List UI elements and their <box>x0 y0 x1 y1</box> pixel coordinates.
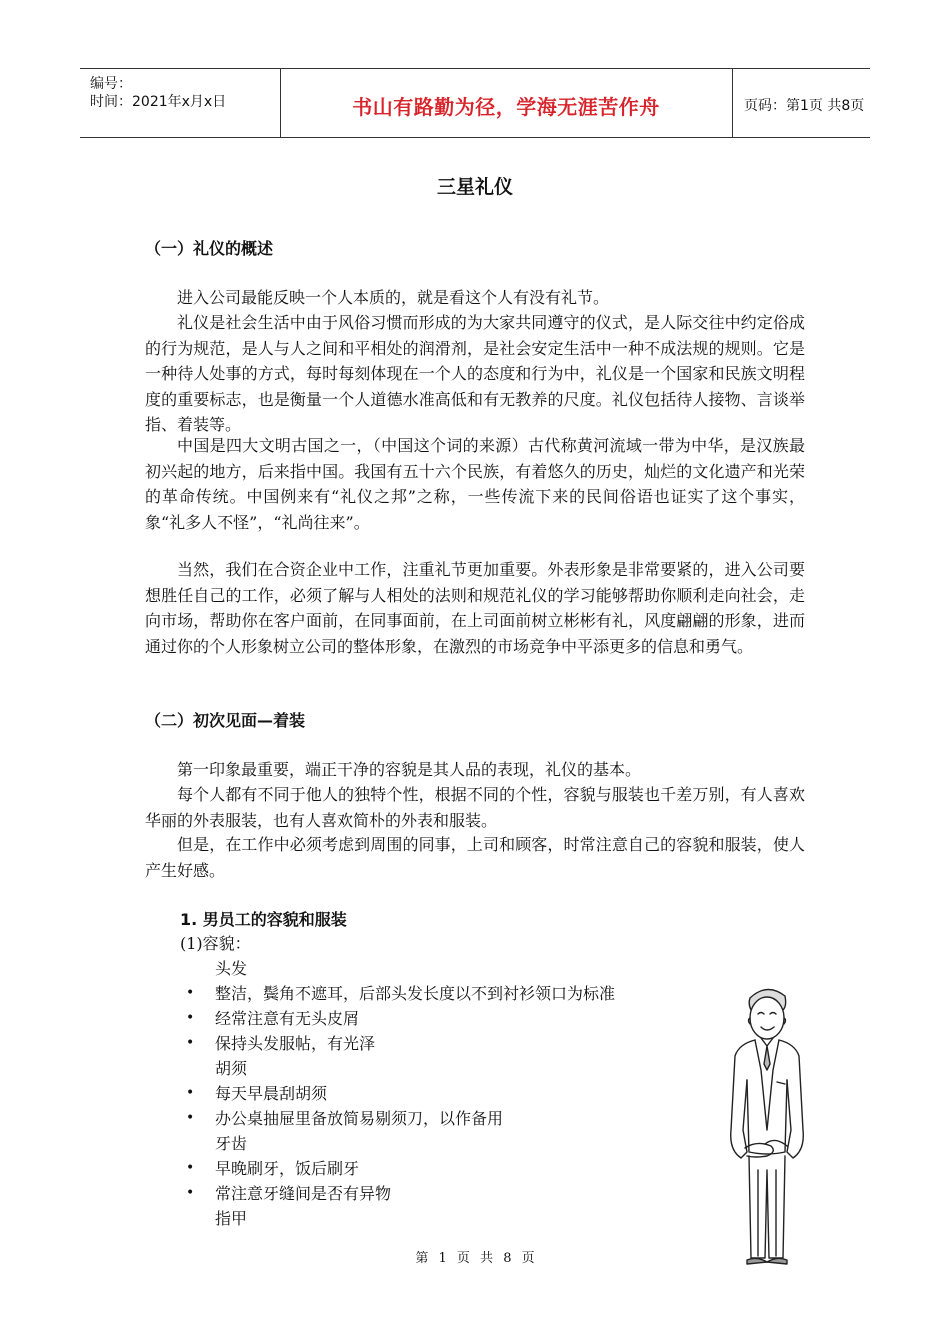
number-label: 编号： <box>90 76 132 92</box>
header-table <box>80 68 870 138</box>
bullet-item: 早晚刷牙，饭后刷牙 <box>215 1159 360 1178</box>
bullet-item: 经常注意有无头皮屑 <box>215 1009 360 1028</box>
header-motto-cell <box>280 69 733 137</box>
document-title: 三星礼仪 <box>436 176 513 198</box>
paragraph: 但是，在工作中必须考虑到周围的同事，上司和顾客，时常注意自己的容貌和服装，使人产生好感。 <box>145 835 805 880</box>
group-label-nails: 指甲 <box>215 1209 248 1228</box>
bullet-icon: • <box>186 1010 195 1026</box>
header-meta-cell <box>80 69 281 137</box>
bullet-icon: • <box>186 1160 195 1176</box>
group-label-hair: 头发 <box>215 959 248 978</box>
bullet-item: 保持头发服帖，有光泽 <box>215 1034 376 1053</box>
page-label: 页码：第1页 共8页 <box>744 98 865 114</box>
group-label-teeth: 牙齿 <box>215 1134 248 1153</box>
paragraph: 进入公司最能反映一个人本质的，就是看这个人有没有礼节。 <box>177 288 610 307</box>
item-label: (1)容貌： <box>180 934 251 953</box>
bullet-icon: • <box>186 1085 195 1101</box>
bullet-item: 整洁，鬓角不遮耳，后部头发长度以不到衬衫领口为标准 <box>215 984 616 1003</box>
bullet-icon: • <box>186 985 195 1001</box>
paragraph: 第一印象最重要，端正干净的容貌是其人品的表现，礼仪的基本。 <box>177 760 642 779</box>
header-page-cell <box>732 69 870 137</box>
bullet-item: 常注意牙缝间是否有异物 <box>215 1184 392 1203</box>
subheading-male-staff: 1. 男员工的容貌和服装 <box>180 910 347 929</box>
paragraph: 中国是四大文明古国之一，（中国这个词的来源）古代称黄河流域一带为中华，是汉族最初兴起的地方，后来指中国。我国有五十六个民族，有着悠久的历史，灿烂的文化遗产和光荣的革命传统。中国例来有“礼仪之邦”之称，一些传流下来的民间俗语也证实了这个事实，象“礼多人不怪”，“礼尚往来”。 <box>145 436 805 532</box>
motto: 书山有路勤为径，学海无涯苦作舟 <box>352 95 660 119</box>
bullet-icon: • <box>186 1110 195 1126</box>
bullet-icon: • <box>186 1035 195 1051</box>
paragraph: 每个人都有不同于他人的独特个性，根据不同的个性，容貌与服装也千差万别，有人喜欢华丽的外表服装，也有人喜欢简朴的外表和服装。 <box>145 785 805 830</box>
group-label-beard: 胡须 <box>215 1059 248 1078</box>
bullet-item: 办公桌抽屉里备放简易剔须刀，以作备用 <box>215 1109 504 1128</box>
section-heading-dress: （二）初次见面—着装 <box>145 711 306 730</box>
date-label: 时间：2021年x月x日 <box>90 94 227 110</box>
paragraph: 礼仪是社会生活中由于风俗习惯而形成的为大家共同遵守的仪式，是人际交往中约定俗成的行为规范，是人与人之间和平相处的润滑剂，是社会安定生活中一种不成法规的规则。它是一种待人处事的方式，每时每刻体现在一个人的态度和行为中，礼仪是一个国家和民族文明程度的重要标志，也是衡量一个人道德水准高低和有无教养的尺度。礼仪包括待人接物、言谈举指、着装等。 <box>145 313 805 434</box>
page-footer: 第 1 页 共 8 页 <box>415 1251 535 1266</box>
section-heading-overview: （一）礼仪的概述 <box>145 239 274 258</box>
paragraph: 当然，我们在合资企业中工作，注重礼节更加重要。外表形象是非常要紧的，进入公司要想胜任自己的工作，必须了解与人相处的法则和规范礼仪的学习能够帮助你顺利走向社会，走向市场，帮助你在客户面前，在同事面前，在上司面前树立彬彬有礼，风度翩翩的形象，进而通过你的个人形象树立公司的整体形象，在激烈的市场竞争中平添更多的信息和勇气。 <box>145 560 805 656</box>
bullet-icon: • <box>186 1185 195 1201</box>
bullet-item: 每天早晨刮胡须 <box>215 1084 328 1103</box>
male-employee-illustration-icon <box>717 980 817 1280</box>
